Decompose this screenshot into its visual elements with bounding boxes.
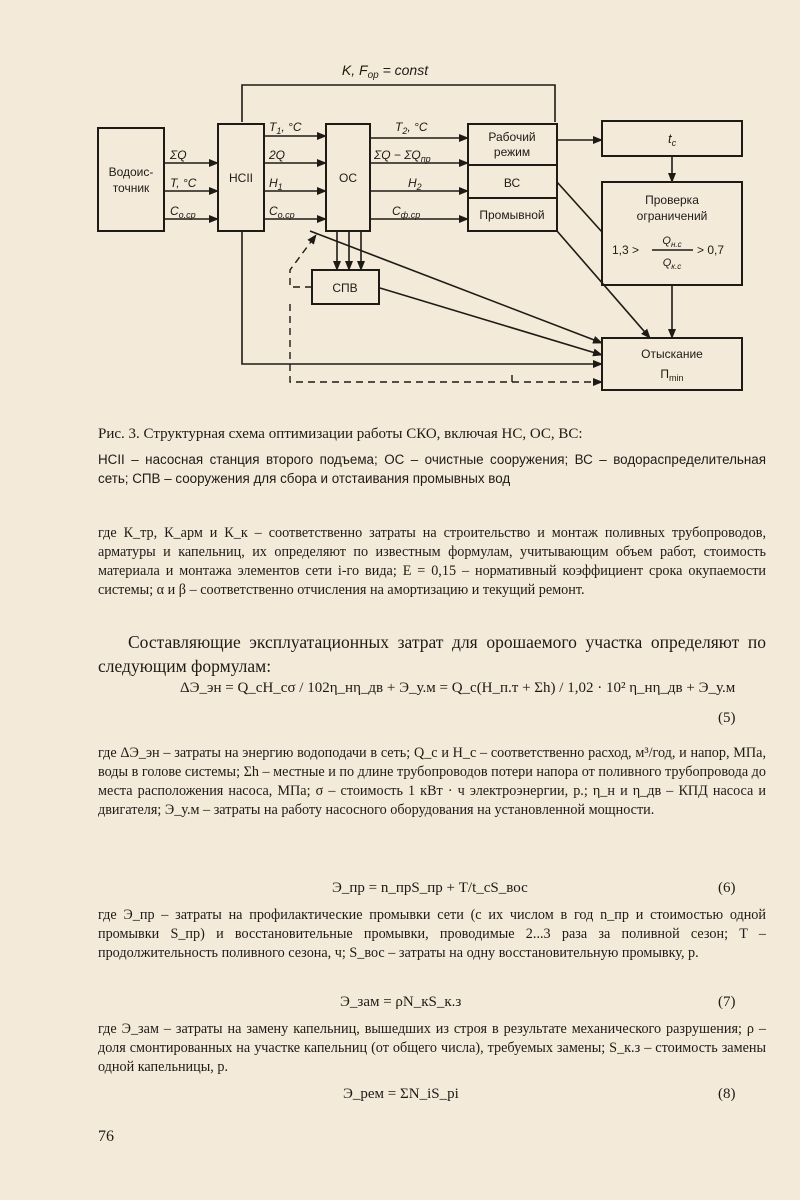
tc-label: $t_c$ [667, 131, 677, 148]
source-output-1: ΣQ [170, 148, 187, 162]
paragraph-5: где Э_зам – затраты на замену капельниц, вышедших из строя в результате механического разрушения; ρ – доля смонтированных на участке капельниц (от общего числа), требуемых замены; S_к.з – стоимость замены одной капельницы, р. [98, 1021, 766, 1075]
constraint-line [242, 85, 555, 122]
paragraph-4: где Э_пр – затраты на профилактические промывки сети (с их числом в год n_пр и стоимостью одной промывки S_пр) и восстановительные промывки, проводимые 2...3 раза за поливной сезон; T – продолжительность поливного сезона, ч; S_вос – затраты на одну восстановительную промывку, р. [98, 907, 766, 961]
pump-output-2: 2Q [269, 148, 286, 162]
working-mode-label: Рабочий [488, 130, 536, 144]
treatment-output-2: $\Sigma Q - \Sigma Q_{пр}$ [374, 148, 431, 164]
eq-number-7: (7) [718, 994, 736, 1010]
treatment-label: ОС [339, 171, 357, 185]
vs-label: ВС [503, 176, 521, 190]
formula-7: Э_зам = ρN_кS_к.з [340, 994, 462, 1010]
source-label-2: точник [112, 181, 150, 195]
check-ratio-left: 1,3 > [612, 243, 640, 257]
formula-8: Э_рем = ΣN_iS_pi [343, 1086, 459, 1102]
spv-label: СПВ [332, 281, 358, 295]
pump-station-label: НСII [229, 171, 253, 185]
working-mode-label-2: режим [493, 145, 531, 159]
paragraph-1: где К_тр, К_арм и К_к – соответственно затраты на строительство и монтаж поливных трубопроводов, арматуры и капельниц, их определяют по известным формулам, учитывающим объем работ, стоимость материала и монтажа элементов сети i-го вида; E = 0,15 – нормативный коэффициент срока окупаемости системы; α и β – соответственно отчисления на амортизацию и текущий ремонт. [98, 525, 766, 598]
check-ratio-num: $Q_{н.с}$ [662, 235, 682, 249]
treatment-output-1: $T_2$, °C [395, 120, 428, 136]
check-label: Проверка [645, 193, 699, 207]
formula-6: Э_пр = n_прS_пр + T/t_cS_вос [332, 880, 528, 896]
pump-output-1: $T_1$, °C [269, 120, 302, 136]
treatment-output-4: $C_{ф.cp}$ [392, 204, 421, 220]
paragraph-2: Составляющие эксплуатационных затрат для орошаемого участка определяют по следующим формулам: [98, 632, 766, 676]
page-number: 76 [98, 1128, 114, 1145]
check-ratio-den: $Q_{к.с}$ [662, 257, 682, 271]
top-constraint-label: K, $F_{op}$ = const [341, 62, 429, 81]
eq-number-6: (6) [718, 880, 736, 896]
flow-diagram [0, 0, 800, 420]
source-box [98, 128, 164, 231]
formula-5: ΔЭ_эн = Q_cH_cσ / 102η_нη_дв + Э_у.м = Q_c(H_п.т + Σh) / 1,02 · 10² η_нη_дв + Э_у.м [180, 680, 736, 696]
eq-number-5: (5) [718, 710, 736, 726]
pump-output-3: $H_1$ [269, 176, 283, 192]
treatment-output-3: $H_2$ [408, 176, 422, 192]
optimum-label: Отыскание [641, 347, 703, 361]
source-label: Водоис- [108, 165, 154, 179]
figure-caption: Рис. 3. Структурная схема оптимизации работы СКО, включая НС, ОС, ВС: [98, 426, 583, 442]
source-output-3: $C_{o.cp}$ [170, 204, 196, 220]
optimum-label-2: $П_{min}$ [660, 367, 684, 383]
check-label-2: ограничений [636, 209, 708, 223]
paragraph-3: где ΔЭ_эн – затраты на энергию водоподачи в сеть; Q_c и H_c – соответственно расход, м³/год, и напор, МПа, воды в голове системы; Σh – местные и по длине трубопроводов потери напора от поливного трубопровода до места расположения насоса, МПа; σ – стоимость 1 кВт · ч электроэнергии, р.; η_н и η_дв – КПД насоса и двигателя; Э_у.м – затраты на работу насосного оборудования на установленной мощности. [98, 745, 766, 818]
flush-mode-label: Промывной [479, 208, 545, 222]
eq-number-8: (8) [718, 1086, 736, 1102]
figure-legend: НСII – насосная станция второго подъема; ОС – очистные сооружения; ВС – водораспределительная сеть; СПВ – сооружения для сбора и отстаивания промывных вод [98, 452, 766, 486]
source-output-2: T, °C [170, 176, 197, 190]
pump-output-4: $C_{o.cp}$ [269, 204, 295, 220]
check-ratio-right: > 0,7 [697, 243, 725, 257]
